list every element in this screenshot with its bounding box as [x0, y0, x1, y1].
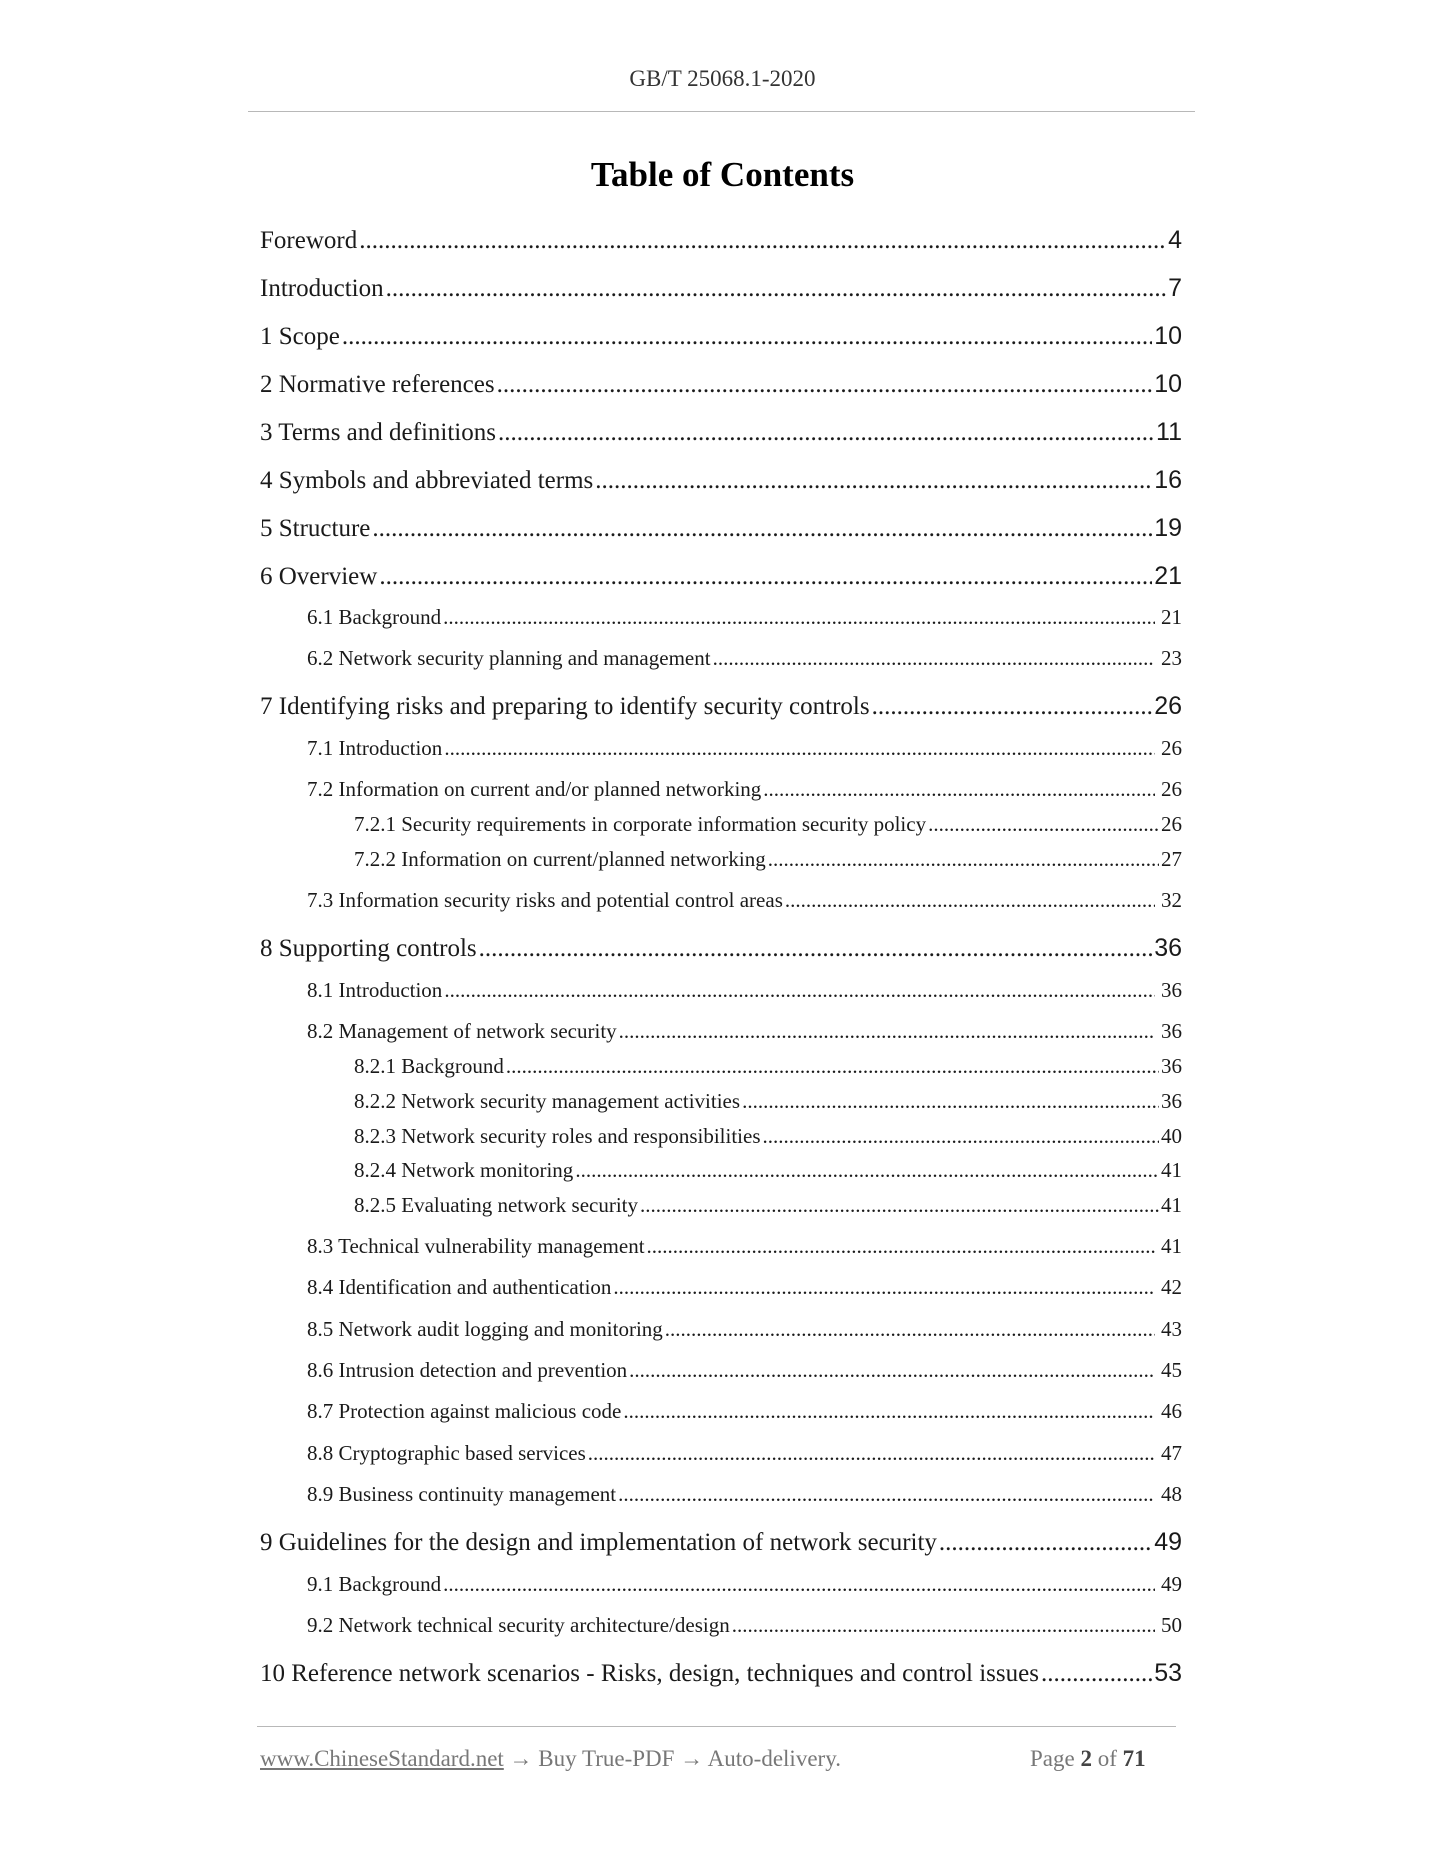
dot-leader	[443, 605, 1155, 630]
dot-leader	[498, 419, 1154, 447]
toc-entry[interactable]	[260, 418, 1182, 447]
toc-entry[interactable]	[307, 605, 1182, 630]
toc-entry[interactable]	[307, 736, 1182, 761]
toc-entry[interactable]	[307, 1399, 1182, 1424]
toc-entry-label: 9 Guidelines for the design and implementation of network security	[260, 1529, 937, 1556]
toc-entry-page: 36	[1154, 934, 1182, 962]
dot-leader	[618, 1482, 1155, 1507]
dot-leader	[928, 812, 1159, 837]
dot-leader	[640, 1193, 1159, 1218]
dot-leader	[623, 1399, 1155, 1424]
toc-entry[interactable]	[307, 1317, 1182, 1342]
dot-leader	[647, 1234, 1155, 1259]
total-pages-number: 71	[1122, 1746, 1146, 1771]
toc-entry[interactable]	[260, 274, 1182, 303]
toc-entry-page: 10	[1154, 370, 1182, 398]
toc-entry-label: 3 Terms and definitions	[260, 419, 496, 446]
toc-entry-label: 6.2 Network security planning and management	[307, 646, 711, 670]
toc-entry-label: 8.2.5 Evaluating network security	[354, 1193, 639, 1217]
toc-entry[interactable]	[307, 1358, 1182, 1383]
toc-entry-page: 27	[1161, 847, 1182, 871]
toc-entry-page: 49	[1161, 1572, 1182, 1596]
toc-entry-label: 6 Overview	[260, 563, 378, 590]
site-link[interactable]: www.ChineseStandard.net	[260, 1746, 504, 1771]
dot-leader	[379, 563, 1152, 591]
dot-leader	[613, 1275, 1155, 1300]
toc-entry[interactable]	[307, 978, 1182, 1003]
toc-entry-label: 7.2.1 Security requirements in corporate information security policy	[354, 812, 927, 836]
toc-entry-page: 47	[1161, 1441, 1182, 1465]
footer-promo	[260, 1746, 841, 1772]
toc-entry[interactable]	[307, 777, 1182, 802]
toc-entry[interactable]	[260, 562, 1182, 591]
dot-leader	[372, 515, 1152, 543]
dot-leader	[444, 736, 1155, 761]
toc-entry-page: 26	[1161, 812, 1182, 836]
toc-entry-label: 8.8 Cryptographic based services	[307, 1441, 586, 1465]
toc-entry-label: 7 Identifying risks and preparing to identify security controls	[260, 693, 870, 720]
toc-entry-page: 26	[1154, 692, 1182, 720]
dot-leader	[575, 1158, 1159, 1183]
toc-entry[interactable]	[260, 1528, 1182, 1557]
toc-entry[interactable]	[307, 1441, 1182, 1466]
page-word: Page	[1030, 1746, 1075, 1771]
dot-leader	[342, 323, 1152, 351]
dot-leader	[359, 227, 1166, 255]
toc-entry-page: 21	[1161, 605, 1182, 629]
toc-entry-page: 19	[1154, 514, 1182, 542]
document-id: GB/T 25068.1-2020	[629, 66, 816, 91]
toc-entry-label: 7.2.2 Information on current/planned networking	[354, 847, 766, 871]
dot-leader	[443, 1572, 1155, 1597]
toc-entry-page: 10	[1154, 322, 1182, 350]
toc-entry[interactable]	[307, 1234, 1182, 1259]
toc-entry-page: 43	[1161, 1317, 1182, 1341]
toc-entry-label: 8.2.4 Network monitoring	[354, 1158, 574, 1182]
toc-entry[interactable]	[307, 888, 1182, 913]
arrow-right-icon: →	[509, 1746, 533, 1771]
dot-leader	[1041, 1660, 1152, 1688]
dot-leader	[479, 935, 1153, 963]
toc-entry-page: 36	[1161, 978, 1182, 1002]
toc-entry-label: Introduction	[260, 275, 384, 302]
dot-leader	[763, 1124, 1159, 1149]
toc-entry[interactable]	[260, 692, 1182, 721]
toc-entry-label: 9.2 Network technical security architecture/design	[307, 1613, 730, 1637]
toc-entry-label: 8.1 Introduction	[307, 978, 443, 1002]
toc-entry-page: 32	[1161, 888, 1182, 912]
toc-entry-page: 49	[1154, 1528, 1182, 1556]
toc-entry[interactable]	[260, 370, 1182, 399]
toc-entry-label: 7.2 Information on current and/or planned networking	[307, 777, 762, 801]
toc-entry[interactable]	[260, 514, 1182, 543]
arrow-right-icon: →	[680, 1746, 704, 1771]
dot-leader	[619, 1019, 1155, 1044]
dot-leader	[939, 1529, 1152, 1557]
toc-entry[interactable]	[354, 1054, 1182, 1079]
toc-entry-label: 8.2 Management of network security	[307, 1019, 617, 1043]
toc-entry-page: 41	[1161, 1234, 1182, 1258]
toc-entry[interactable]	[307, 1572, 1182, 1597]
dot-leader	[763, 777, 1155, 802]
buy-text: Buy True-PDF	[538, 1746, 675, 1771]
toc-entry-page: 11	[1156, 418, 1182, 446]
toc-entry[interactable]	[260, 322, 1182, 351]
toc-entry-label: 2 Normative references	[260, 371, 495, 398]
toc-entry-label: 8.3 Technical vulnerability management	[307, 1234, 645, 1258]
dot-leader	[595, 467, 1152, 495]
toc-entry-label: 7.1 Introduction	[307, 736, 443, 760]
toc-entry-label: 8.6 Intrusion detection and prevention	[307, 1358, 628, 1382]
header-divider	[248, 111, 1195, 112]
toc-entry-page: 53	[1154, 1659, 1182, 1687]
delivery-text: Auto-delivery.	[707, 1746, 841, 1771]
toc-entry[interactable]	[354, 812, 1182, 837]
toc-entry-label: 8.4 Identification and authentication	[307, 1275, 612, 1299]
toc-entry-label: 1 Scope	[260, 323, 340, 350]
dot-leader	[497, 371, 1153, 399]
of-word: of	[1097, 1746, 1117, 1771]
toc-entry-page: 42	[1161, 1275, 1182, 1299]
toc-title: Table of Contents	[590, 155, 855, 194]
toc-entry-label: 8.7 Protection against malicious code	[307, 1399, 622, 1423]
dot-leader	[742, 1089, 1159, 1114]
dot-leader	[732, 1613, 1155, 1638]
toc-entry-label: 8.5 Network audit logging and monitoring	[307, 1317, 663, 1341]
toc-entry[interactable]	[260, 466, 1182, 495]
toc-entry-label: 8.9 Business continuity management	[307, 1482, 617, 1506]
toc-entry-page: 21	[1154, 562, 1182, 590]
toc-entry-page: 16	[1154, 466, 1182, 494]
toc-entry[interactable]	[307, 1482, 1182, 1507]
toc-entry[interactable]	[354, 1124, 1182, 1149]
dot-leader	[872, 693, 1153, 721]
toc-entry[interactable]	[354, 1158, 1182, 1183]
dot-leader	[713, 646, 1155, 671]
toc-entry-page: 26	[1161, 736, 1182, 760]
dot-leader	[444, 978, 1155, 1003]
toc-entry-page: 23	[1161, 646, 1182, 670]
toc-entry-page: 45	[1161, 1358, 1182, 1382]
dot-leader	[629, 1358, 1155, 1383]
toc-entry-page: 50	[1161, 1613, 1182, 1637]
toc-entry[interactable]	[307, 646, 1182, 671]
toc-entry-page: 41	[1161, 1193, 1182, 1217]
toc-entry[interactable]	[354, 1193, 1182, 1218]
page-indicator	[1030, 1746, 1146, 1772]
dot-leader	[785, 888, 1155, 913]
toc-entry-page: 36	[1161, 1019, 1182, 1043]
toc-entry[interactable]	[260, 1659, 1182, 1688]
toc-entry[interactable]	[307, 1275, 1182, 1300]
current-page-number: 2	[1080, 1746, 1092, 1771]
toc-entry[interactable]	[354, 847, 1182, 872]
dot-leader	[386, 275, 1167, 303]
toc-entry-page: 41	[1161, 1158, 1182, 1182]
toc-entry-page: 46	[1161, 1399, 1182, 1423]
toc-entry[interactable]	[307, 1019, 1182, 1044]
toc-entry-label: 8.2.1 Background	[354, 1054, 504, 1078]
toc-entry[interactable]	[354, 1089, 1182, 1114]
footer-divider	[257, 1726, 1176, 1727]
toc-entry-page: 7	[1168, 274, 1182, 302]
dot-leader	[506, 1054, 1159, 1079]
toc-entry-label: 8.2.2 Network security management activities	[354, 1089, 741, 1113]
dot-leader	[588, 1441, 1155, 1466]
toc-entry-label: 9.1 Background	[307, 1572, 442, 1596]
toc-entry-page: 26	[1161, 777, 1182, 801]
toc-entry[interactable]	[260, 226, 1182, 255]
toc-entry-label: 8.2.3 Network security roles and responsibilities	[354, 1124, 761, 1148]
toc-entry-label: 7.3 Information security risks and potential control areas	[307, 888, 783, 912]
toc-entry[interactable]	[307, 1613, 1182, 1638]
toc-entry-page: 36	[1161, 1089, 1182, 1113]
toc-entry-label: 8 Supporting controls	[260, 935, 477, 962]
dot-leader	[768, 847, 1159, 872]
dot-leader	[665, 1317, 1155, 1342]
toc-entry-label: 4 Symbols and abbreviated terms	[260, 467, 594, 494]
toc-entry-label: Foreword	[260, 227, 358, 254]
toc-entry-label: 6.1 Background	[307, 605, 442, 629]
toc-entry-label: 10 Reference network scenarios - Risks, design, techniques and control issues	[260, 1660, 1039, 1687]
toc-entry-page: 40	[1161, 1124, 1182, 1148]
toc-entry-page: 36	[1161, 1054, 1182, 1078]
toc-entry-page: 4	[1168, 226, 1182, 254]
toc-entry[interactable]	[260, 934, 1182, 963]
toc-entry-label: 5 Structure	[260, 515, 371, 542]
toc-entry-page: 48	[1161, 1482, 1182, 1506]
